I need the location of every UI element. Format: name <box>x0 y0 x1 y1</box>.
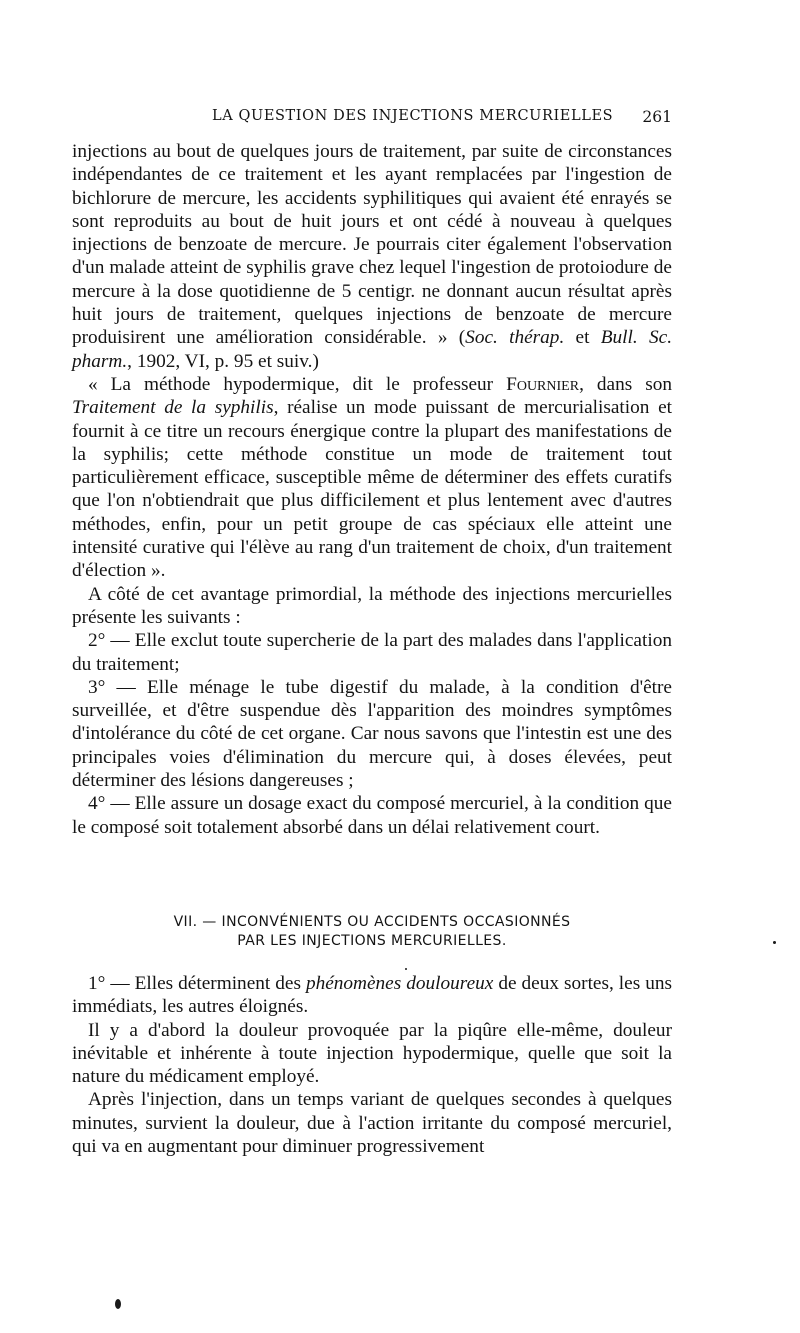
paragraph-after-injection: Après l'injection, dans un temps variant de quelques secondes à quelques minutes, survient la douleur, due à l'action irritante du composé mercuriel, qui va en augmentant pour diminuer progressivement <box>72 1089 672 1158</box>
page-number: 261 <box>642 108 672 126</box>
citation-soc-therap: Soc. thérap. <box>465 327 565 349</box>
paragraph-injection-pain: Il y a d'abord la douleur provoquée par la piqûre elle-même, douleur inévitable et inhérente à toute injection hypodermique, quelle que soit la nature du médicament employé. <box>72 1019 672 1088</box>
book-title: Traitement de la syphilis <box>72 397 274 419</box>
author-name: Fournier <box>506 373 580 395</box>
section-heading <box>72 913 672 951</box>
section-heading-line-1: VII. — INCONVÉNIENTS OU ACCIDENTS OCCASIONNÉS <box>173 914 571 930</box>
paragraph-advantage-4: 4° — Elle assure un dosage exact du composé mercuriel, à la condition que le composé soit totalement absorbé dans un délai relativement court. <box>72 793 672 838</box>
paragraph-continued: injections au bout de quelques jours de traitement, par suite de circonstances indépendantes de ce traitement et les ayant remplacées par l'ingestion de bichlorure de mercure, les accidents syphilitiques qui avaient été enrayés se sont reproduits au bout de huit jours et ont cédé à nouveau à quelques injections de benzoate de mercure. Je pourrais citer également l'observation d'un malade atteint de syphilis grave chez lequel l'ingestion de protoiodure de mercure à la dose quotidienne de 5 centigr. ne donnant aucun résultat après huit jours de traitement, quelques injections de benzoate de mercure produisirent une amélioration considérable. » (Soc. thérap. et Bull. Sc. pharm., 1902, VI, p. 95 et suiv.) <box>72 141 673 372</box>
section-text <box>72 972 672 1158</box>
paragraph-fournier-quote: « La méthode hypodermique, dit le professeur Fournier, dans son Traitement de la syphilis, réalise un mode puissant de mercurialisation et fournit à ce titre un recours énergique contre la plupart des manifestations de la syphilis; cette méthode constitue un mode de traitement tout particulièrement efficace, susceptible même de déterminer des effets curatifs que l'on n'obtiendrait que plus difficilement et plus lentement avec d'autres méthodes, enfin, pour un petit groupe de cas spéciaux elle atteint une intensité curative qui l'élève au rang d'un traitement de choix, d'un traitement d'élection ». <box>72 373 672 582</box>
ink-speck-right <box>773 941 776 944</box>
paragraph-advantage-2: 2° — Elle exclut toute supercherie de la part des malades dans l'application du traitement; <box>72 630 672 675</box>
running-header <box>72 108 672 130</box>
emphasis-phenomenes-douloureux: phénomènes douloureux <box>305 973 494 994</box>
section-heading-line-2: PAR LES INJECTIONS MERCURIELLES. <box>237 933 507 949</box>
ink-blot-bottom <box>115 1299 121 1309</box>
ink-speck-center <box>405 968 407 970</box>
running-title: LA QUESTION DES INJECTIONS MERCURIELLES <box>212 108 614 124</box>
main-text <box>72 140 672 839</box>
paragraph-advantage-3: 3° — Elle ménage le tube digestif du malade, à la condition d'être surveillée, et d'être suspendue dès l'apparition des moindres symptômes d'intolérance du côté de cet organe. Car nous savons que l'intestin est une des principales voies d'élimination du mercure qui, à doses élevées, peut déterminer des lésions dangereuses ; <box>72 676 672 792</box>
paragraph-advantages-intro: A côté de cet avantage primordial, la méthode des injections mercurielles présente les suivants : <box>72 583 672 628</box>
citation-bull-sc-pharm: Bull. Sc. pharm. <box>72 327 673 372</box>
paragraph-painful-phenomena: 1° — Elles déterminent des phénomènes douloureux de deux sortes, les uns immédiats, les autres éloignés. <box>72 973 672 1018</box>
